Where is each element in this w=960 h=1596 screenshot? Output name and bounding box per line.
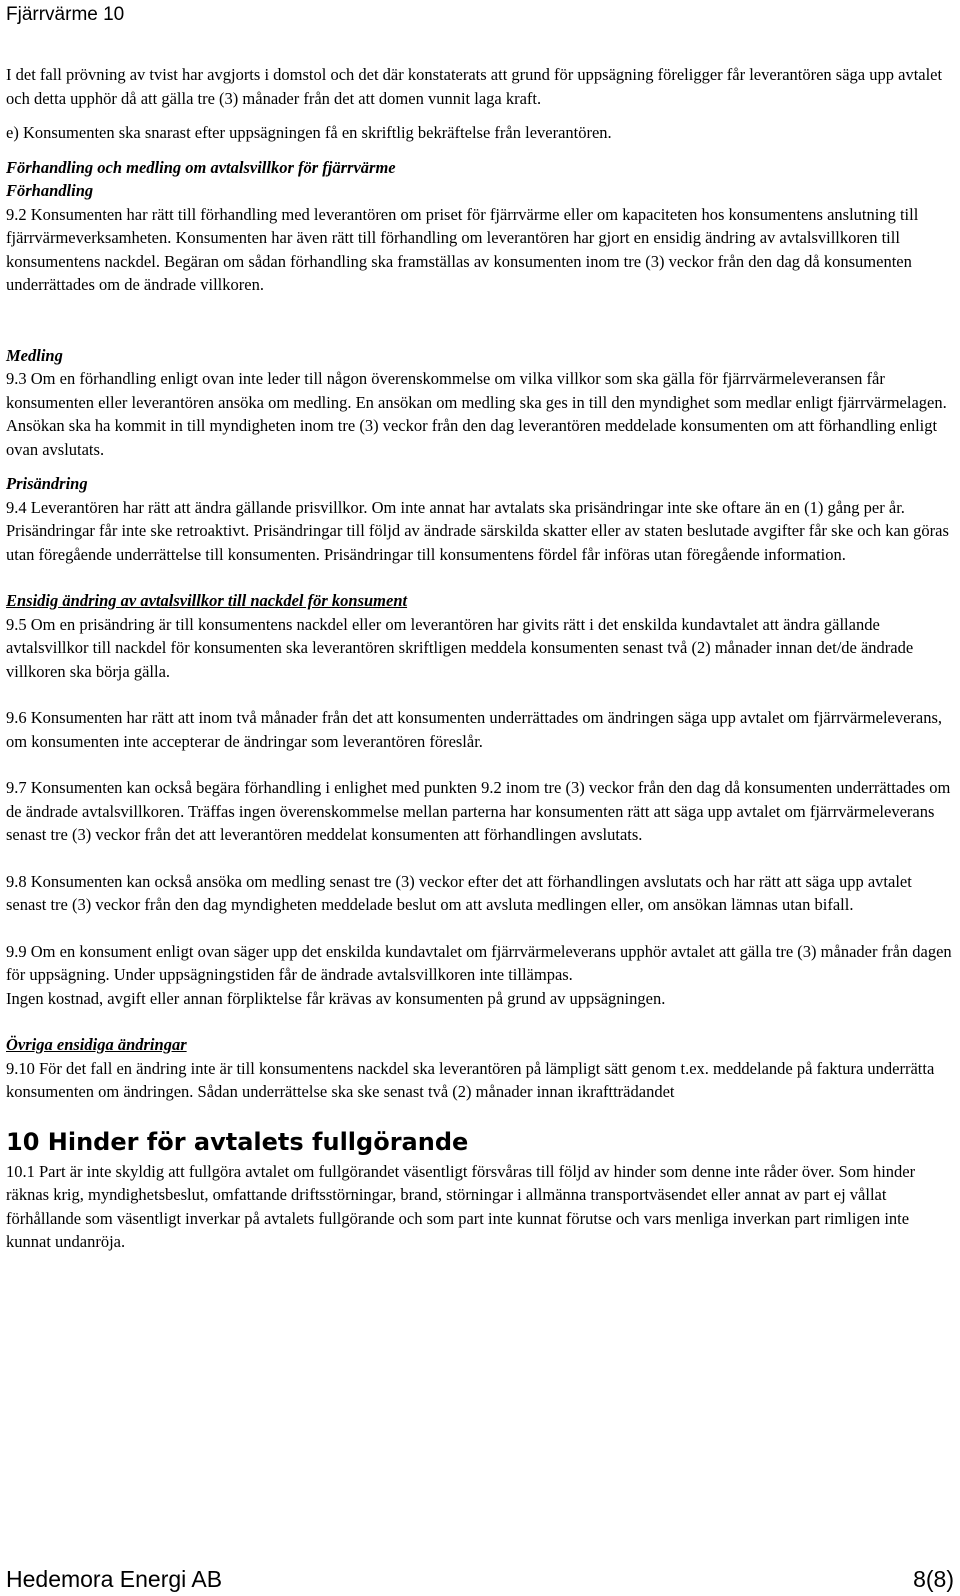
page-header: Fjärrvärme 10: [6, 4, 125, 25]
heading-medling: Medling: [6, 345, 63, 365]
section-title-10: 10 Hinder för avtalets fullgörande: [6, 1127, 469, 1156]
footer-page-number: 8(8): [913, 1566, 954, 1592]
paragraph-9-7: 9.7 Konsumenten kan också begära förhandling i enlighet med punkten 9.2 inom tre (3) veckor från den dag då konsumenten underrättades om de ändrade avtalsvillkoren. Träffas ingen överenskommelse mellan parterna har konsumenten rätt att säga upp avtalet om fjärrvärmeleverans senast tre (3) veckor från det att leverantören meddelat konsumenten att förhandlingen avslutats.: [6, 778, 951, 844]
heading-ovriga-andringar: Övriga ensidiga ändringar: [6, 1035, 187, 1054]
paragraph-9-8: 9.8 Konsumenten kan också ansöka om medling senast tre (3) veckor efter det att förhandlingen avslutats och har rätt att säga upp avtalet senast tre (3) veckor från den dag myndigheten meddelade beslut om att avsluta medlingen eller, om ansökan lämnas utan bifall.: [6, 871, 912, 914]
document-body: [6, 63, 954, 1254]
paragraph-9-10: 9.10 För det fall en ändring inte är till konsumentens nackdel ska leverantören på lämpligt sätt genom t.ex. meddelande på faktura underrätta konsumenten om ändringen. Sådan underrättelse ska ske senast två (2) månader innan ikraftträdandet: [6, 1058, 935, 1101]
heading-ensidig-andring: Ensidig ändring av avtalsvillkor till nackdel för konsument: [6, 591, 408, 610]
heading-forhandling: Förhandling: [6, 181, 94, 200]
heading-prisandring: Prisändring: [6, 474, 88, 493]
paragraph-tvist: I det fall prövning av tvist har avgjorts i domstol och det där konstaterats att grund för uppsägning föreligger får leverantören säga upp avtalet och detta upphör då att gälla tre (3) månader från det att domen vunnit laga kraft.: [6, 65, 943, 108]
paragraph-9-4: 9.4 Leverantören har rätt att ändra gällande prisvillkor. Om inte annat har avtalats ska prisändringar inte ske oftare än en (1) gång per år. Prisändringar får inte ske retroaktivt. Prisändringar till följd av ändrade särskilda skatter eller av staten beslutade avgifter får ske och kan göras utan föregående underrättelse till konsumenten. Prisändringar till konsumentens fördel får införas utan föregående information.: [6, 497, 949, 564]
paragraph-9-2: 9.2 Konsumenten har rätt till förhandling med leverantören om priset för fjärrvärme eller om kapaciteten hos konsumentens anslutning till fjärrvärmeverksamheten. Konsumenten har även rätt till förhandling om leverantören har gjort en ensidig ändring av avtalsvillkoren till konsumentens nackdel. Begäran om sådan förhandling ska framställas av konsumenten inom tre (3) veckor från den dag då konsumenten underrättades om de ändrade villkoren.: [6, 204, 919, 294]
paragraph-10-1: 10.1 Part är inte skyldig att fullgöra avtalet om fullgörandet väsentligt försvåras till följd av hinder som denne inte råder över. Som hinder räknas krig, myndighetsbeslut, omfattande driftsstörningar, brand, störningar i allmänna transportväsendet eller annat av part ej vållat förhållande som väsentligt inverkar på avtalets fullgörande och som part inte kunnat förutse och vars menliga inverkan part rimligen inte kunnat undanröja.: [6, 1161, 916, 1251]
paragraph-9-6: 9.6 Konsumenten har rätt att inom två månader från det att konsumenten underrättades om ändringen säga upp avtalet om fjärrvärmeleverans, om konsumenten inte accepterar de ändringar som leverantören föreslår.: [6, 708, 943, 751]
paragraph-e: e) Konsumenten ska snarast efter uppsägningen få en skriftlig bekräftelse från leverantören.: [6, 123, 612, 142]
heading-forhandling-medling: Förhandling och medling om avtalsvillkor för fjärrvärme: [6, 157, 396, 177]
page-footer: [6, 1566, 954, 1593]
paragraph-9-5: 9.5 Om en prisändring är till konsumentens nackdel eller om leverantören har givits rätt i det enskilda kundavtalet att ändra gällande avtalsvillkor till nackdel för konsumenten ska leverantören skriftligen meddela konsumenten senast två (2) månader innan det/de ändrade villkoren ska börja gälla.: [6, 614, 914, 681]
paragraph-9-9: 9.9 Om en konsument enligt ovan säger upp det enskilda kundavtalet om fjärrvärmeleverans upphör avtalet att gälla tre (3) månader från dagen för uppsägning. Under uppsägningstiden får de ändrade avtalsvillkoren inte tillämpas.: [6, 941, 952, 984]
paragraph-ingen-kostnad: Ingen kostnad, avgift eller annan förpliktelse får krävas av konsumenten på grund av uppsägningen.: [6, 988, 666, 1008]
paragraph-9-3: 9.3 Om en förhandling enligt ovan inte leder till någon överenskommelse om vilka villkor som ska gälla för fjärrvärmeleveransen får konsumenten eller leverantören ansöka om medling. En ansökan om medling ska ges in till den myndighet som medlar enligt fjärrvärmelagen. Ansökan ska ha kommit in till myndigheten inom tre (3) veckor från den dag leverantören meddelade konsumenten om att förhandling enligt ovan avslutats.: [6, 369, 947, 459]
footer-company: Hedemora Energi AB: [6, 1566, 223, 1592]
